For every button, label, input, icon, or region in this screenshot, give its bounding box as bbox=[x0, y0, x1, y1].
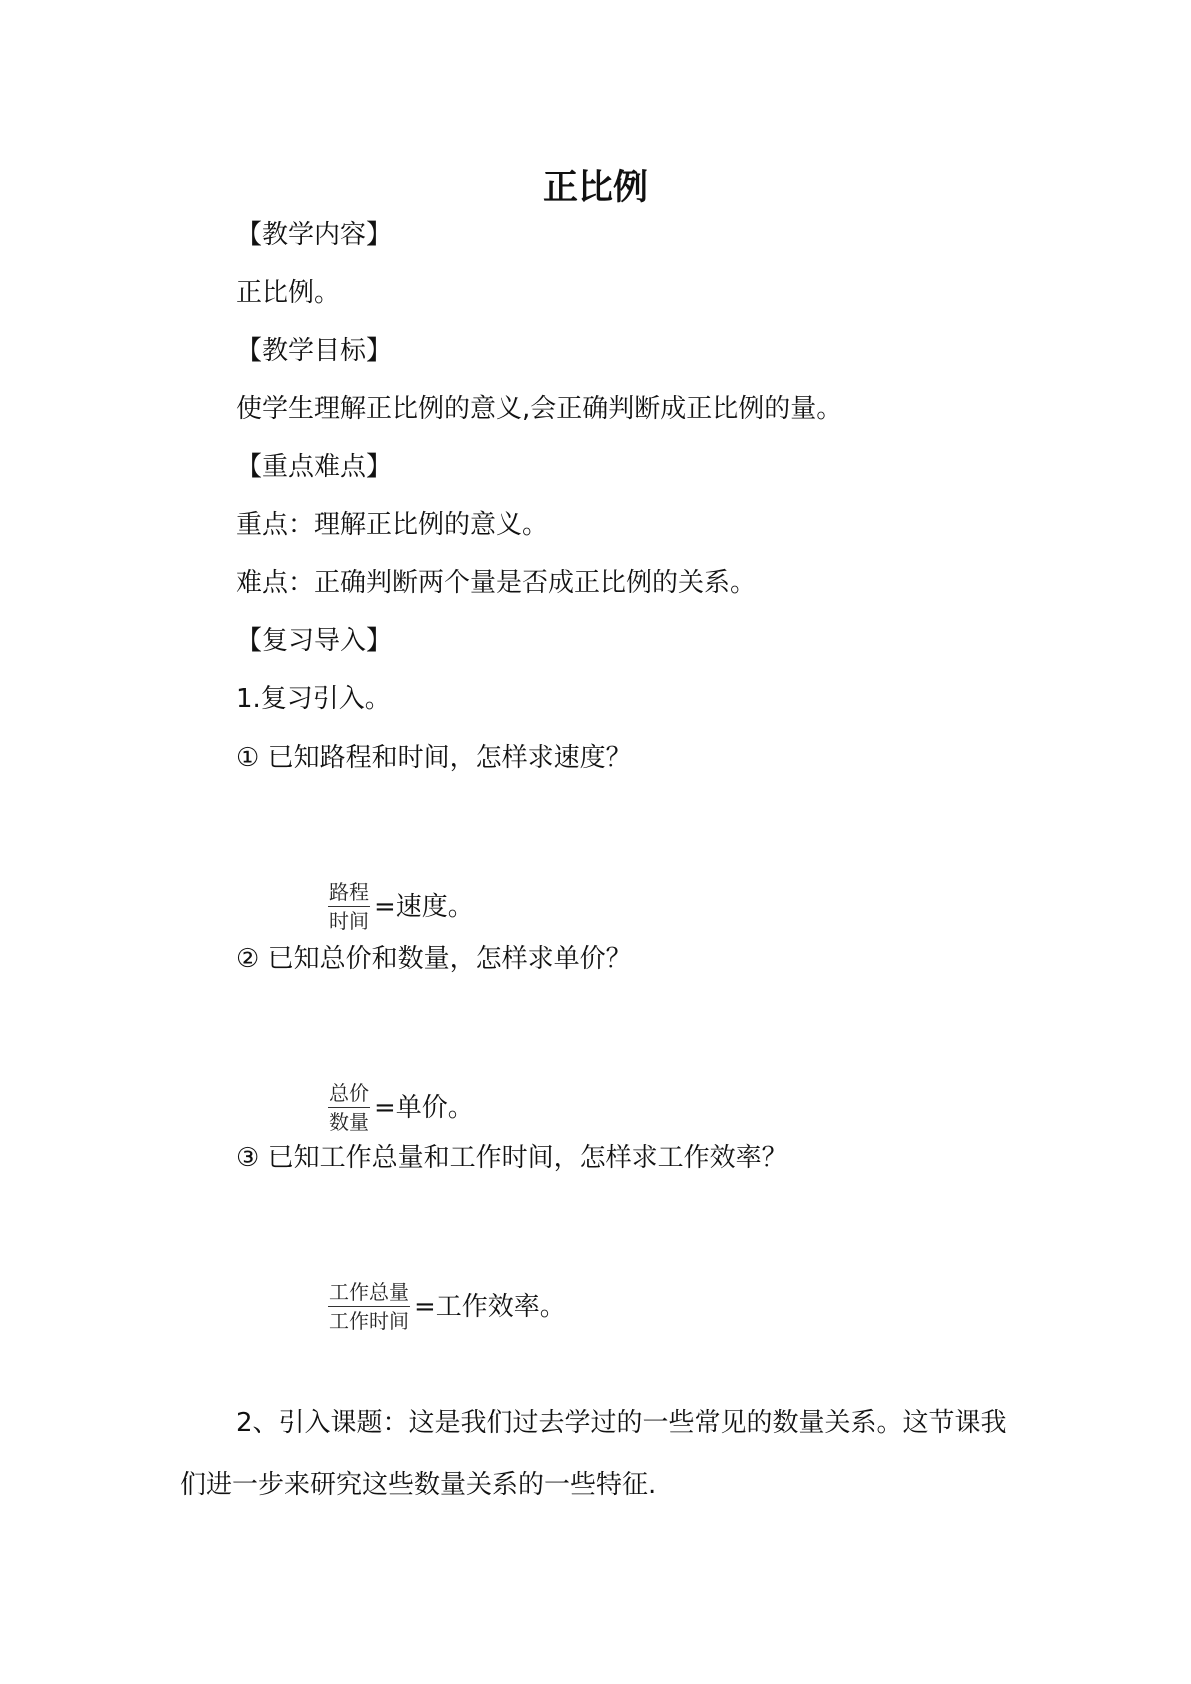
page-title: 正比例 bbox=[542, 168, 648, 208]
section-heading-content: 【教学内容】 bbox=[236, 220, 393, 250]
formula-result: =速度。 bbox=[374, 891, 474, 922]
fraction-denominator: 时间 bbox=[329, 909, 369, 933]
section-heading-goal: 【教学目标】 bbox=[236, 336, 393, 366]
fraction bbox=[328, 880, 370, 933]
formula-result: =工作效率。 bbox=[414, 1291, 566, 1322]
question-3: ③ 已知工作总量和工作时间，怎样求工作效率？ bbox=[236, 1143, 788, 1173]
question-2: ② 已知总价和数量，怎样求单价？ bbox=[236, 944, 632, 974]
formula-unit-price bbox=[328, 1081, 474, 1134]
fraction-numerator: 路程 bbox=[329, 880, 369, 904]
formula-result: =单价。 bbox=[374, 1092, 474, 1123]
fraction-numerator: 总价 bbox=[329, 1081, 369, 1105]
fraction bbox=[328, 1280, 410, 1333]
review-item: 1.复习引入。 bbox=[236, 684, 391, 714]
section-heading-key: 【重点难点】 bbox=[236, 452, 393, 482]
fraction-numerator: 工作总量 bbox=[329, 1280, 409, 1304]
goal-text: 使学生理解正比例的意义,会正确判断成正比例的量。 bbox=[236, 394, 843, 424]
fraction-denominator: 数量 bbox=[329, 1110, 369, 1134]
formula-work-efficiency bbox=[328, 1280, 566, 1333]
question-1: ① 已知路程和时间，怎样求速度？ bbox=[236, 743, 632, 773]
content-text: 正比例。 bbox=[236, 278, 341, 308]
fraction-denominator: 工作时间 bbox=[329, 1309, 409, 1333]
fraction bbox=[328, 1081, 370, 1134]
key-point-text: 重点：理解正比例的意义。 bbox=[236, 510, 549, 540]
intro-paragraph: 2、引入课题：这是我们过去学过的一些常见的数量关系。这节课我们进一步来研究这些数量关系的一些特征. bbox=[180, 1408, 1007, 1500]
difficulty-text: 难点：正确判断两个量是否成正比例的关系。 bbox=[236, 568, 757, 598]
formula-speed bbox=[328, 880, 474, 933]
section-heading-review: 【复习导入】 bbox=[236, 626, 393, 656]
